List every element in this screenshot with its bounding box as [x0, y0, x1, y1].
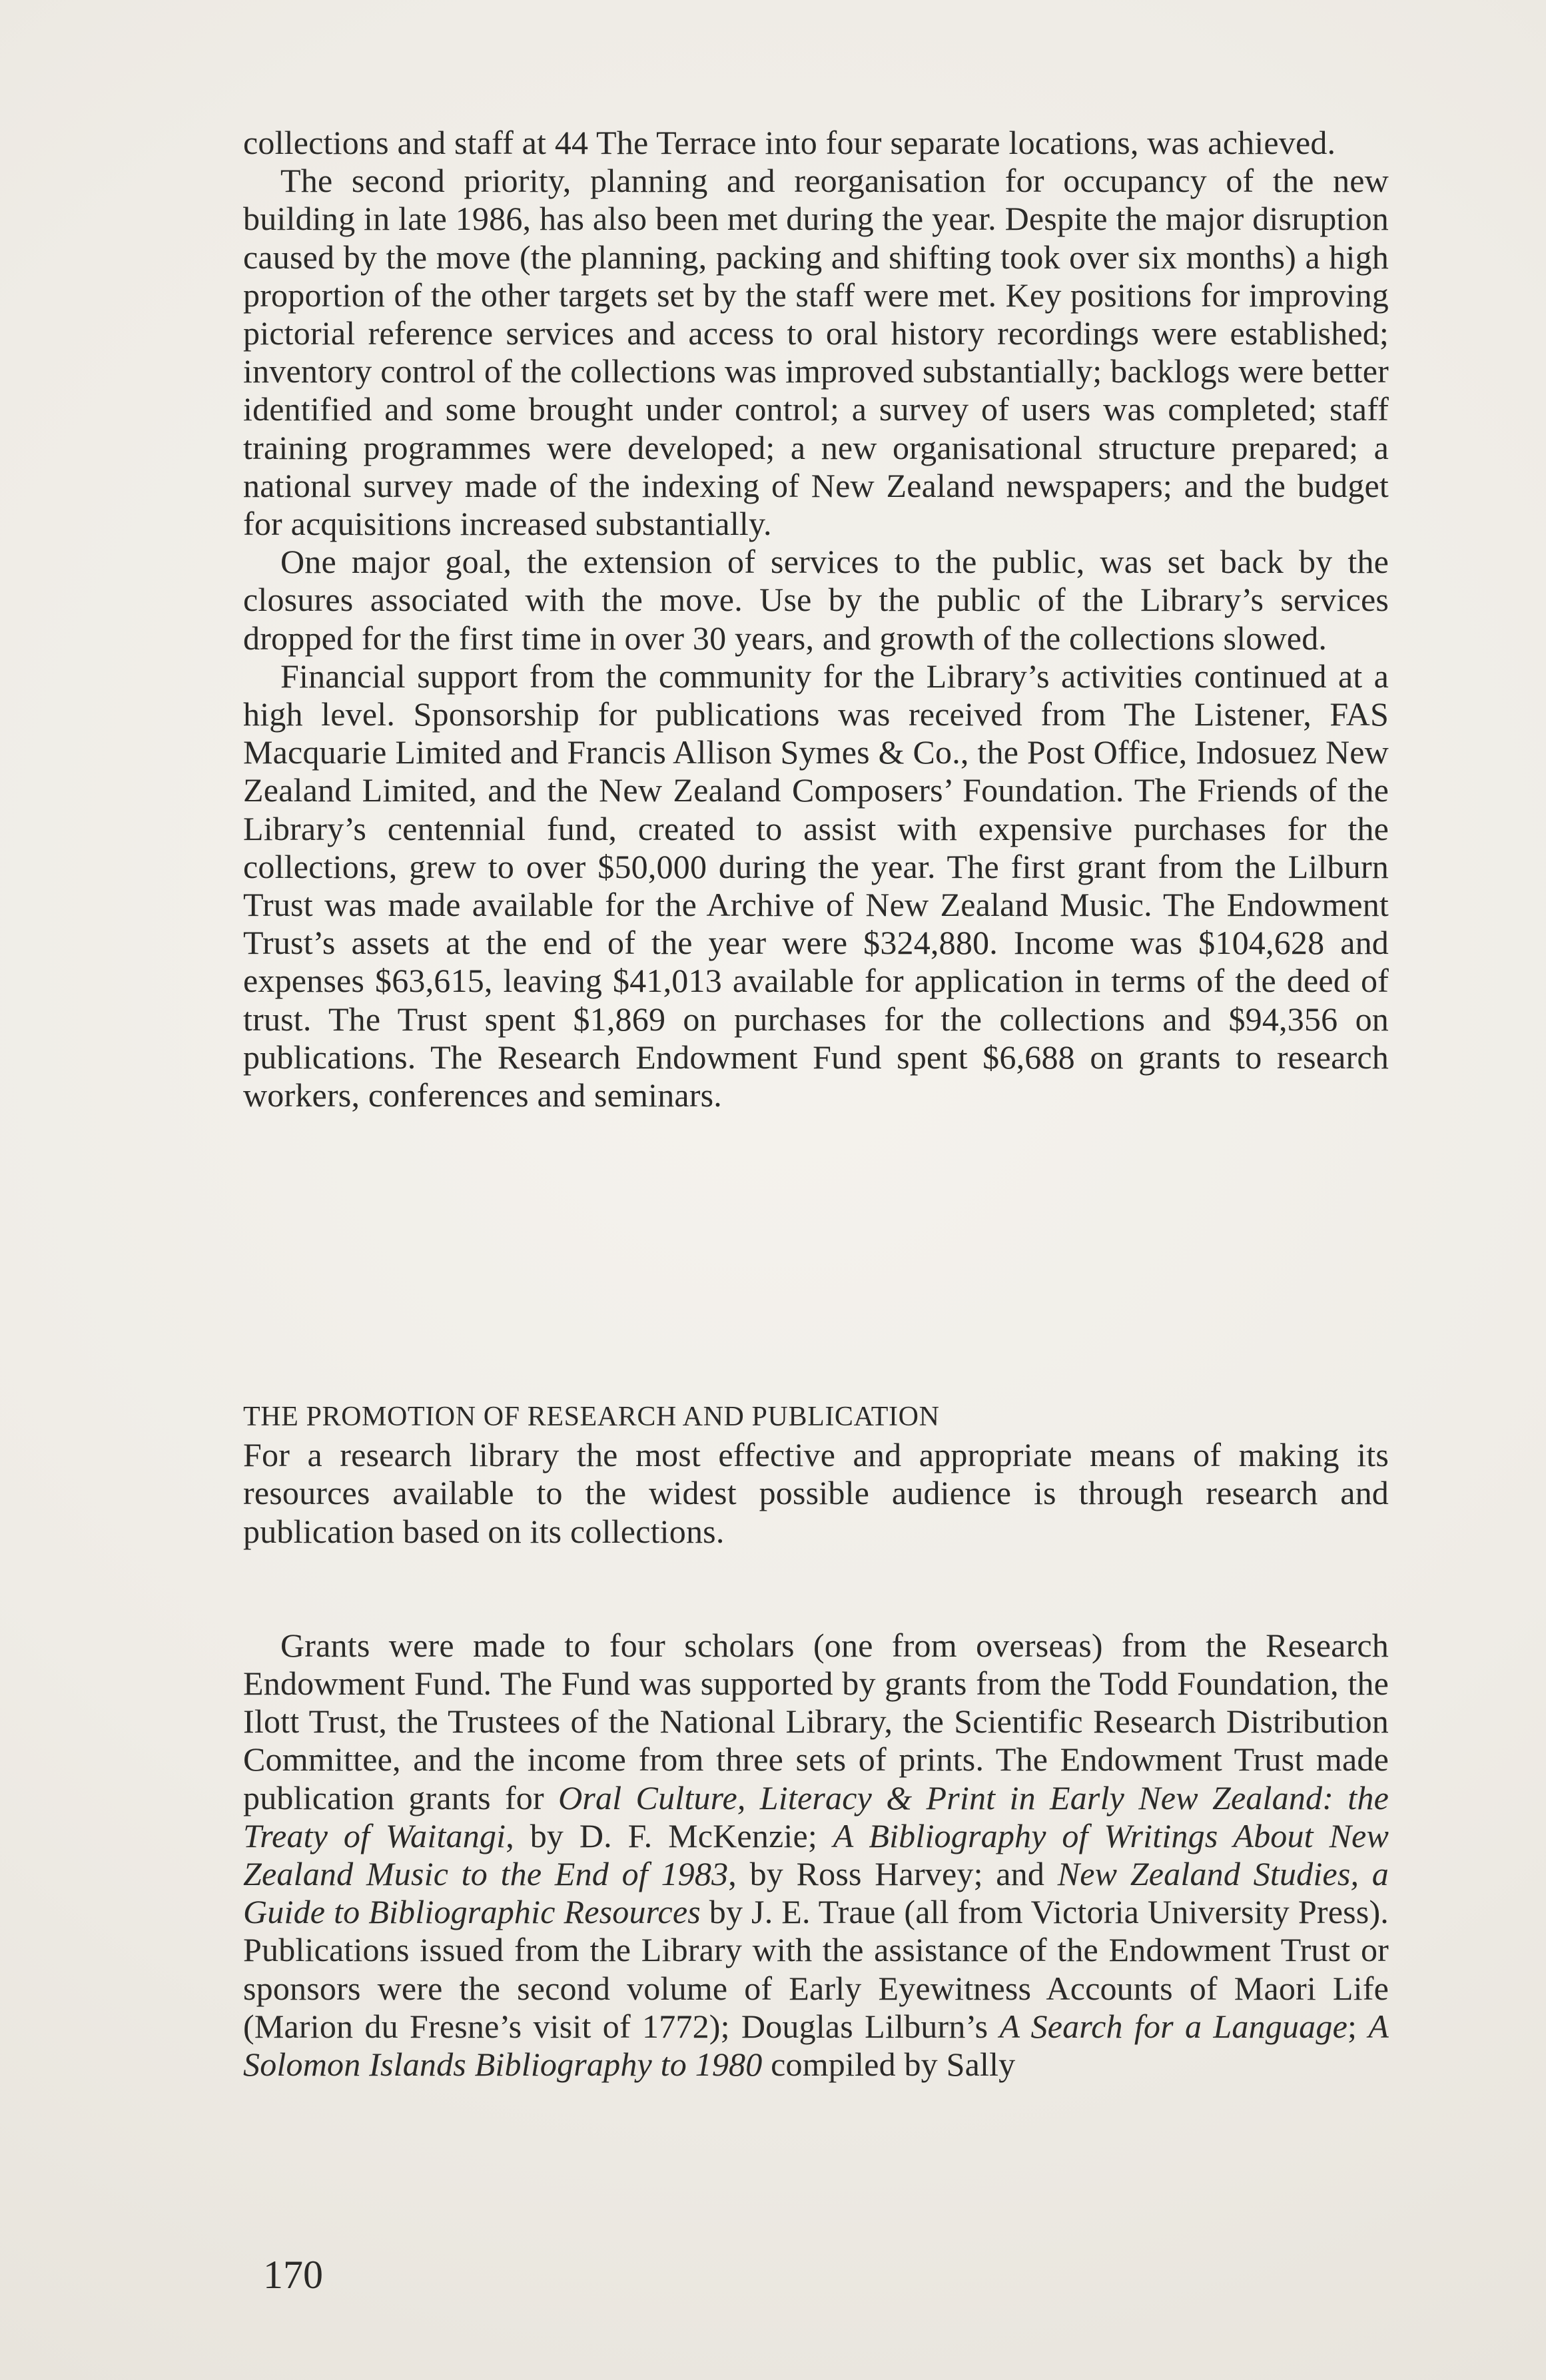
text-column-top [243, 124, 1389, 1114]
grants-text-a: Grants were made to four scholars (one from overseas) from the Research Endowment Fund. The Fund was supported by grants from the Todd Foundation, the Ilott Trust, the Trustees of the National Library, the Scientific Research Distribution Committee, and the income from three sets of prints. The Endowment Trust made publication grants for [243, 1626, 1389, 1816]
paragraph-second-priority: The second priority, planning and reorganisation for occupancy of the new building in late 1986, has also been met during the year. Despite the major disruption caused by the move (the planning, packing and shifting took over six months) a high proportion of the other targets set by the staff were met. Key positions for improving pictorial reference services and access to oral history recordings were established; inventory control of the collections was improved substantially; backlogs were better identified and some brought under control; a survey of users was completed; staff training programmes were developed; a new organisational structure prepared; a national survey made of the indexing of New Zealand newspapers; and the budget for acquisitions increased substantially. [243, 162, 1389, 543]
title-oral-culture: Oral Culture, Literacy & Print in Early New Zealand: the Treaty of Waitangi [243, 1779, 1389, 1854]
page-number: 170 [263, 2253, 323, 2297]
title-nz-studies: New Zealand Studies, a Guide to Bibliographic Resources [243, 1855, 1389, 1931]
paragraph-financial-support: Financial support from the community for the Library’s activities continued at a high level. Sponsorship for publications was received from The Listener, FAS Macquarie Limited and Francis Allison Symes & Co., the Post Office, Indosuez New Zealand Limited, and the New Zealand Composers’ Foundation. The Friends of the Library’s centennial fund, created to assist with expensive purchases for the collections, grew to over $50,000 during the year. The first grant from the Lilburn Trust was made available for the Archive of New Zealand Music. The Endowment Trust’s assets at the end of the year were $324,880. Income was $104,628 and expenses $63,615, leaving $41,013 available for application in terms of the deed of trust. The Trust spent $1,869 on purchases for the collections and $94,356 on publications. The Research Endowment Fund spent $6,688 on grants to research workers, conferences and seminars. [243, 657, 1389, 1114]
paragraph-continued: collections and staff at 44 The Terrace into four separate locations, was achieved. [243, 124, 1336, 161]
paragraph-major-goal: One major goal, the extension of services to the public, was set back by the closures associated with the move. Use by the public of the Library’s services dropped for the first time in over 30 years, and growth of the collections slowed. [243, 543, 1389, 657]
title-bibliography-music: A Bibliography of Writings About New Zealand Music to the End of 1983 [243, 1816, 1389, 1893]
paragraph-grants [243, 1627, 1389, 2084]
grants-text-g: by J. E. Traue (all from Victoria University Press). Publications issued from the Library with the assistance of the Endowment Trust or sponsors were the second volume of Early Eyewitness Accounts of Maori Life (Marion du Fresne’s visit of 1772); Douglas Lilburn’s [243, 1893, 1389, 2045]
title-solomon-islands: A Solomon Islands Bibliography to 1980 [243, 2007, 1389, 2084]
text-column-bottom [243, 1398, 1389, 2084]
title-search-language: A Search for a Language [999, 2007, 1348, 2045]
paragraph-gap [243, 1551, 1389, 1627]
grants-text-e: , by Ross Harvey; and [728, 1855, 1058, 1893]
paragraph-research-library: For a research library the most effective and appropriate means of making its resources available to the widest possible audience is through research and publication based on its collections. [243, 1436, 1389, 1550]
section-heading: THE PROMOTION OF RESEARCH AND PUBLICATION [243, 1401, 940, 1432]
grants-text-k: compiled by Sally [762, 2046, 1016, 2084]
grants-text-c: , by D. F. McKenzie; [506, 1816, 833, 1854]
grants-text-i: ; [1347, 2007, 1369, 2045]
